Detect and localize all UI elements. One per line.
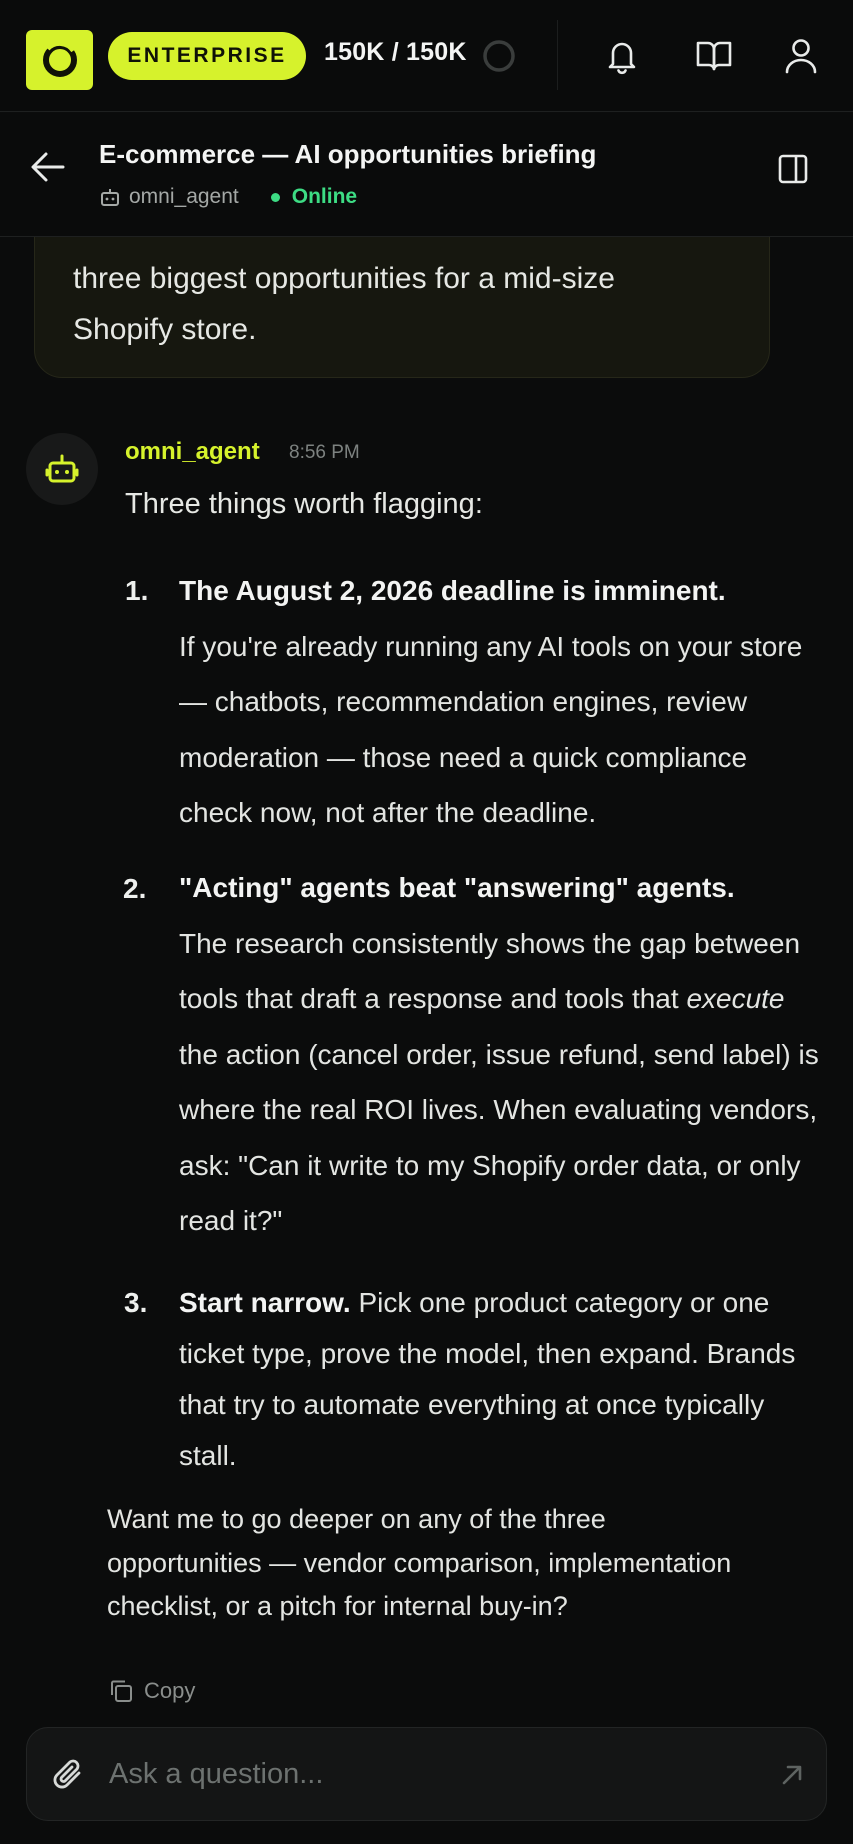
robot-icon (45, 452, 79, 486)
status-text: Online (291, 185, 358, 208)
user-icon[interactable] (784, 36, 818, 76)
list-item-heading: "Acting" agents beat "answering" agents. (179, 872, 735, 903)
message-author: omni_agent (125, 438, 260, 465)
arrow-left-icon[interactable] (30, 151, 66, 183)
list-item (179, 563, 819, 841)
list-item-heading: Start narrow. (179, 1287, 351, 1318)
list-item-number: 3. (124, 1287, 148, 1318)
user-message-text: three biggest opportunities for a mid-size Shopify store. (73, 262, 615, 346)
list-item-number: 1. (125, 575, 149, 606)
credits-counter: 150K / 150K (324, 38, 467, 66)
robot-icon (99, 186, 121, 208)
conversation-header (0, 113, 853, 237)
conversation-title: E-commerce — AI opportunities briefing (99, 139, 597, 169)
list-item-number: 2. (123, 873, 147, 904)
list-item-text: Pick one product category or one ticket type, prove the model, then expand. Brands that try to automate everything at once typically stall. (179, 1287, 796, 1471)
paperclip-icon[interactable] (51, 1756, 87, 1794)
top-divider (557, 20, 558, 90)
book-icon[interactable] (694, 36, 734, 76)
status-dot (271, 193, 280, 202)
question-input[interactable] (109, 1746, 729, 1802)
list-item-heading: The August 2, 2026 deadline is imminent. (179, 575, 726, 606)
list-item (179, 860, 819, 1249)
list-item-text: The research consistently shows the gap between tools that draft a response and tools that (179, 927, 801, 1014)
copy-icon (108, 1678, 134, 1704)
composer (26, 1727, 827, 1821)
logo-icon (40, 41, 80, 79)
copy-label: Copy (144, 1678, 196, 1703)
panel-toggle-icon[interactable] (777, 153, 809, 185)
message-timestamp: 8:56 PM (289, 442, 360, 463)
list-item (179, 1277, 819, 1481)
agent-avatar (26, 433, 98, 505)
arrow-up-right-icon[interactable] (779, 1762, 805, 1788)
plan-badge[interactable]: ENTERPRISE (108, 32, 306, 80)
list-item-emphasis: execute (686, 983, 785, 1014)
progress-ring-icon (482, 39, 516, 73)
copy-button[interactable] (108, 1678, 195, 1704)
list-item-text: the action (cancel order, issue refund, send label) is where the real ROI lives. When evaluating vendors, ask: "Can it write to my Shopify order data, or only read it?" (179, 1038, 819, 1236)
message-intro: Three things worth flagging: (125, 488, 483, 520)
bell-icon[interactable] (604, 36, 640, 76)
message-outro: Want me to go deeper on any of the three opportunities — vendor comparison, implementation checklist, or a pitch for internal buy-in? (107, 1504, 732, 1621)
app-logo[interactable] (26, 30, 93, 90)
conversation-meta (99, 185, 357, 209)
agent-name: omni_agent (129, 185, 239, 208)
top-bar (0, 0, 853, 112)
list-item-text: If you're already running any AI tools on your store — chatbots, recommendation engines, review moderation — those need a quick compliance check now, not after the deadline. (179, 630, 803, 828)
